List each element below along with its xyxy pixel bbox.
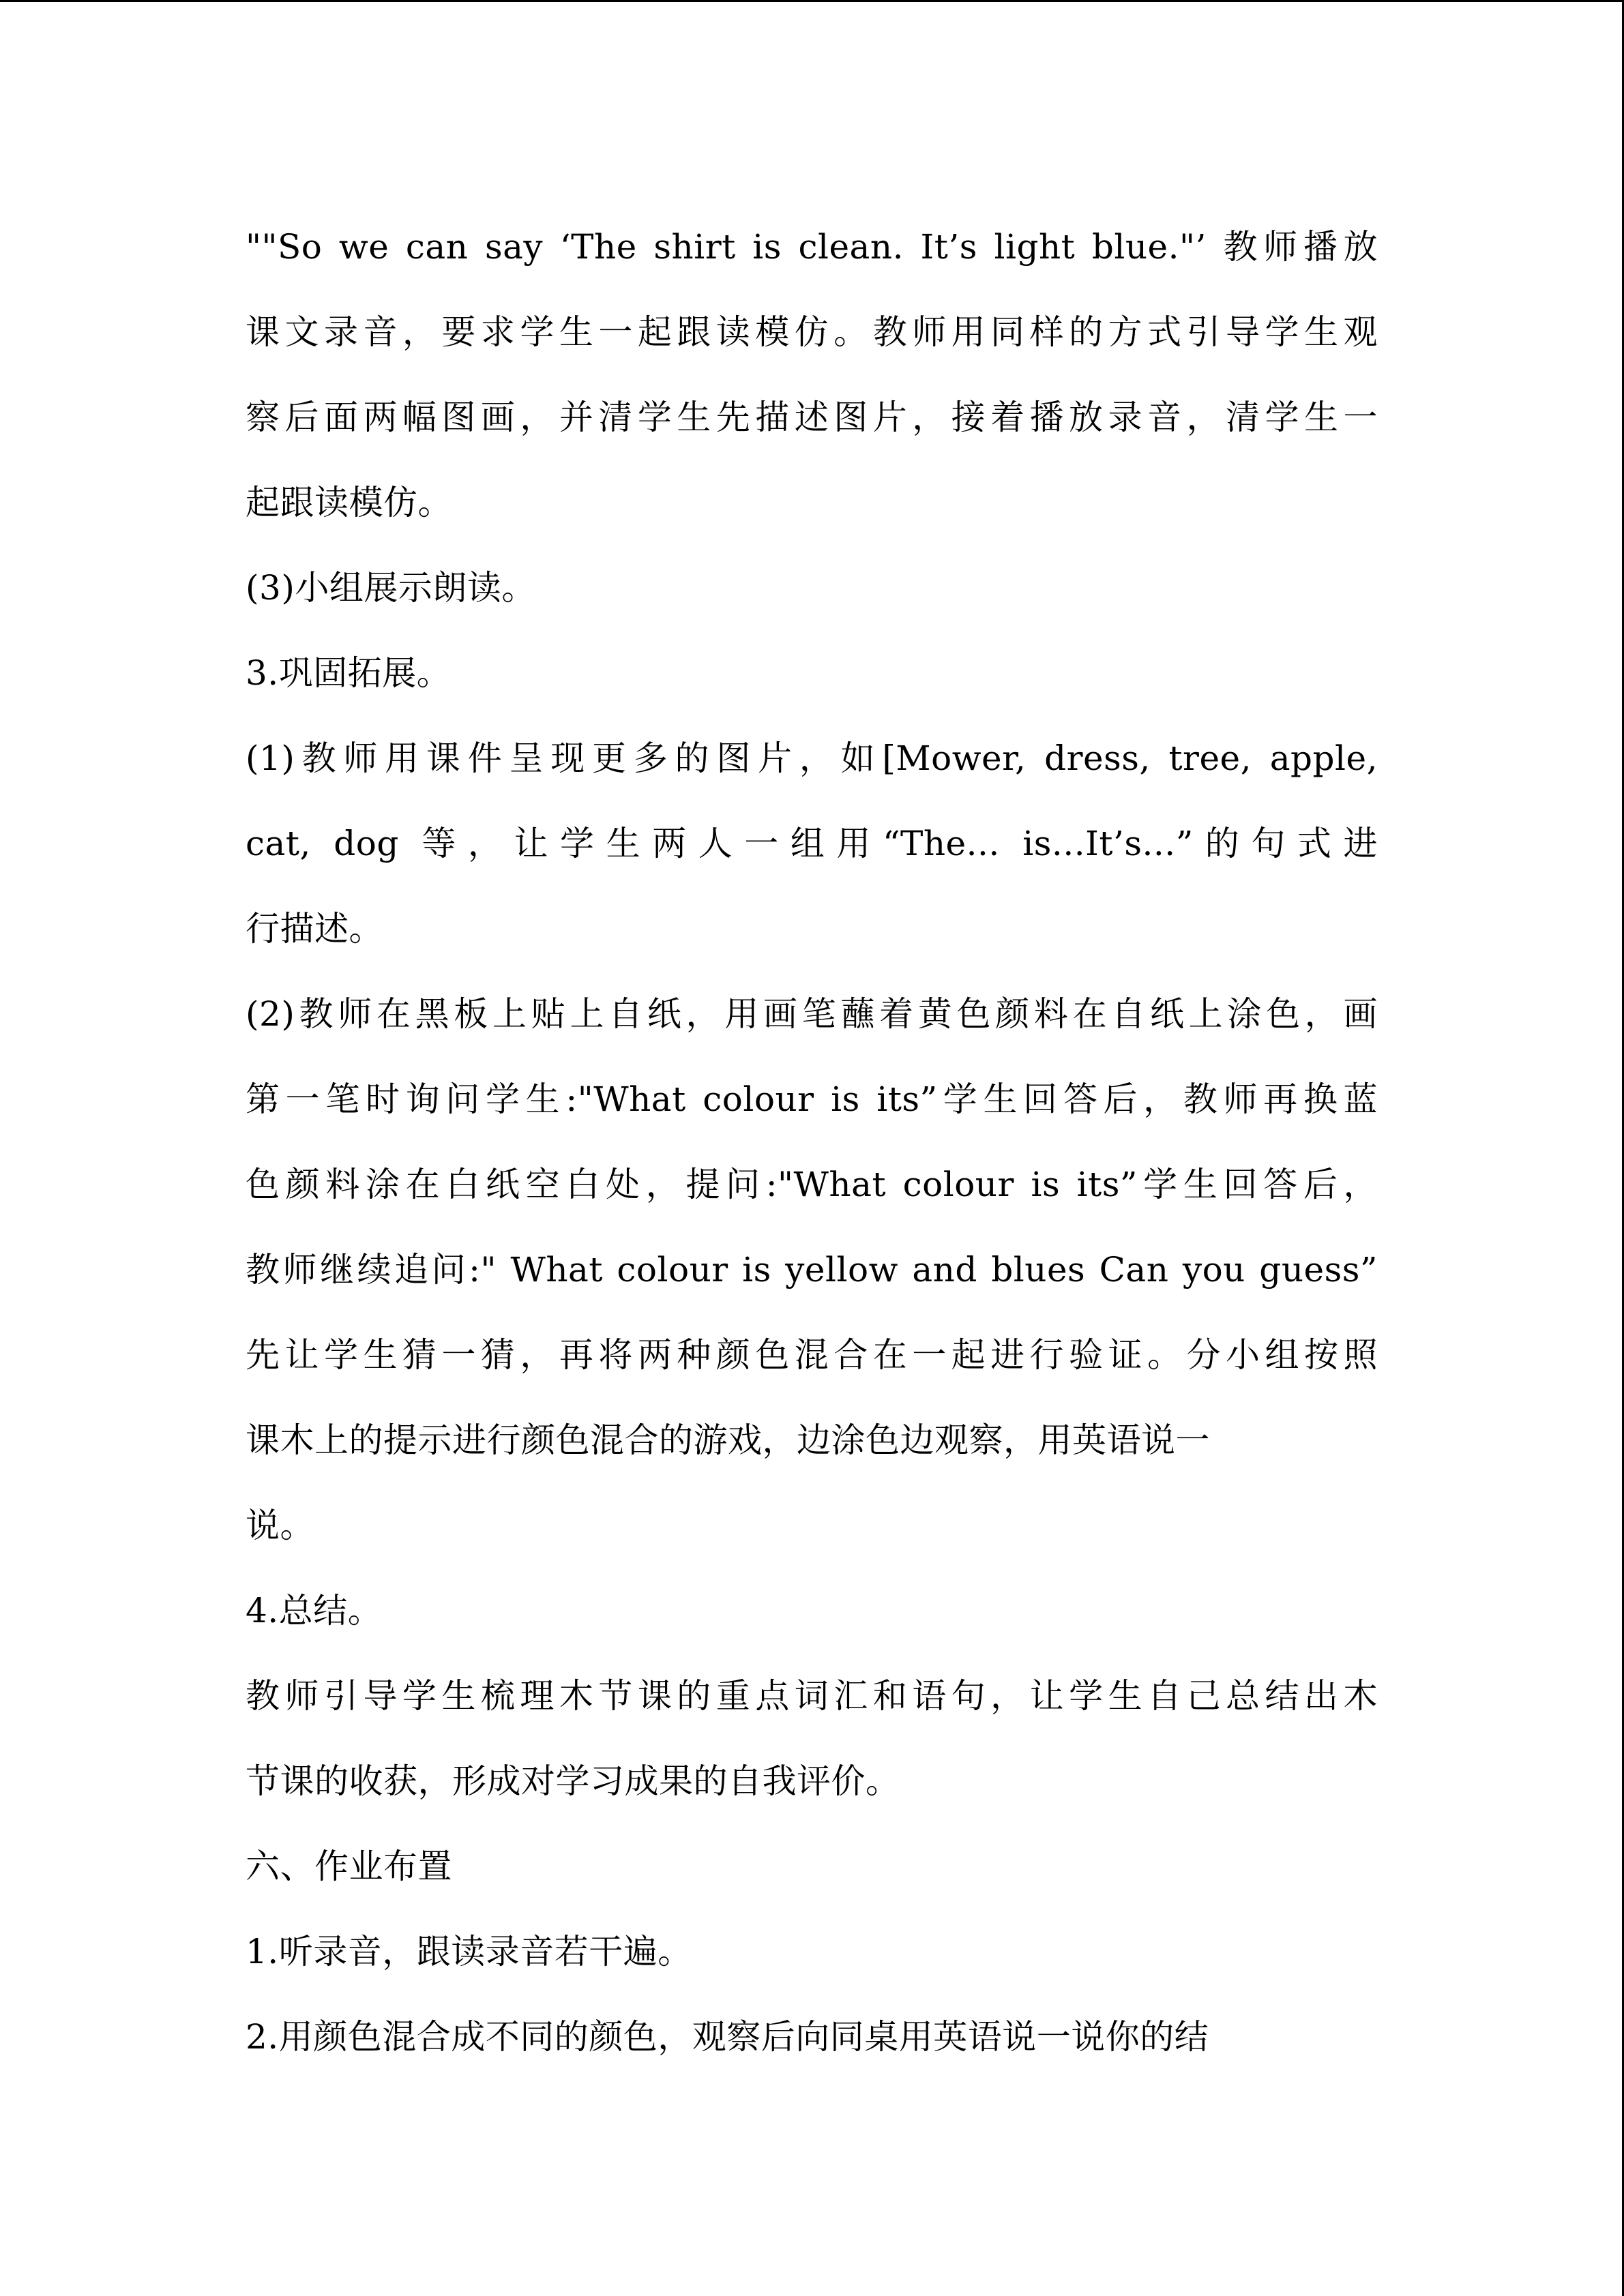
section-heading: 4.总结。	[246, 1591, 383, 1630]
text-line: 课文录音，要求学生一起跟读模仿。教师用同样的方式引导学生观	[246, 312, 1378, 352]
text-line: (2)教师在黑板上贴上自纸，用画笔蘸着黄色颜料在自纸上涂色，画	[246, 994, 1378, 1034]
text-line: 行描述。	[246, 909, 383, 949]
text-line: ""So we can say ‘The shirt is clean. It’s light blue."’ 教师播放	[246, 227, 1378, 267]
section-heading: 六、作业布置	[246, 1847, 452, 1886]
text-line: 节课的收获，形成对学习成果的自我评价。	[246, 1761, 900, 1801]
text-line: 教师继续追问:" What colour is yellow and blues Can you guess”	[246, 1250, 1378, 1289]
document-body	[246, 205, 1378, 2080]
text-line: (3)小组展示朗读。	[246, 568, 536, 608]
text-line: 1.听录音，跟读录音若干遍。	[246, 1932, 692, 1971]
text-line: 察后面两幅图画，并清学生先描述图片，接着播放录音，清学生一	[246, 398, 1378, 437]
text-line: 起跟读模仿。	[246, 483, 452, 522]
text-line: 2.用颜色混合成不同的颜色，观察后向同桌用英语说一说你的结	[246, 2017, 1209, 2057]
text-line: 第一笔时询问学生:"What colour is its”学生回答后，教师再换蓝	[246, 1079, 1378, 1119]
text-line: (1)教师用课件呈现更多的图片，如[Mower, dress, tree, apple,	[246, 739, 1378, 778]
text-line: 色颜料涂在白纸空白处，提问:"What colour is its”学生回答后，	[246, 1165, 1378, 1204]
text-line: cat, dog 等，让学生两人一组用“The... is...It’s...”的句式进	[246, 824, 1378, 863]
text-line: 课木上的提示进行颜色混合的游戏，边涂色边观察，用英语说一	[246, 1420, 1210, 1460]
section-heading: 3.巩固拓展。	[246, 653, 452, 693]
text-line: 说。	[246, 1506, 314, 1545]
text-line: 教师引导学生梳理木节课的重点词汇和语句，让学生自己总结出木	[246, 1676, 1378, 1716]
text-line: 先让学生猜一猜，再将两种颜色混合在一起进行验证。分小组按照	[246, 1335, 1378, 1375]
